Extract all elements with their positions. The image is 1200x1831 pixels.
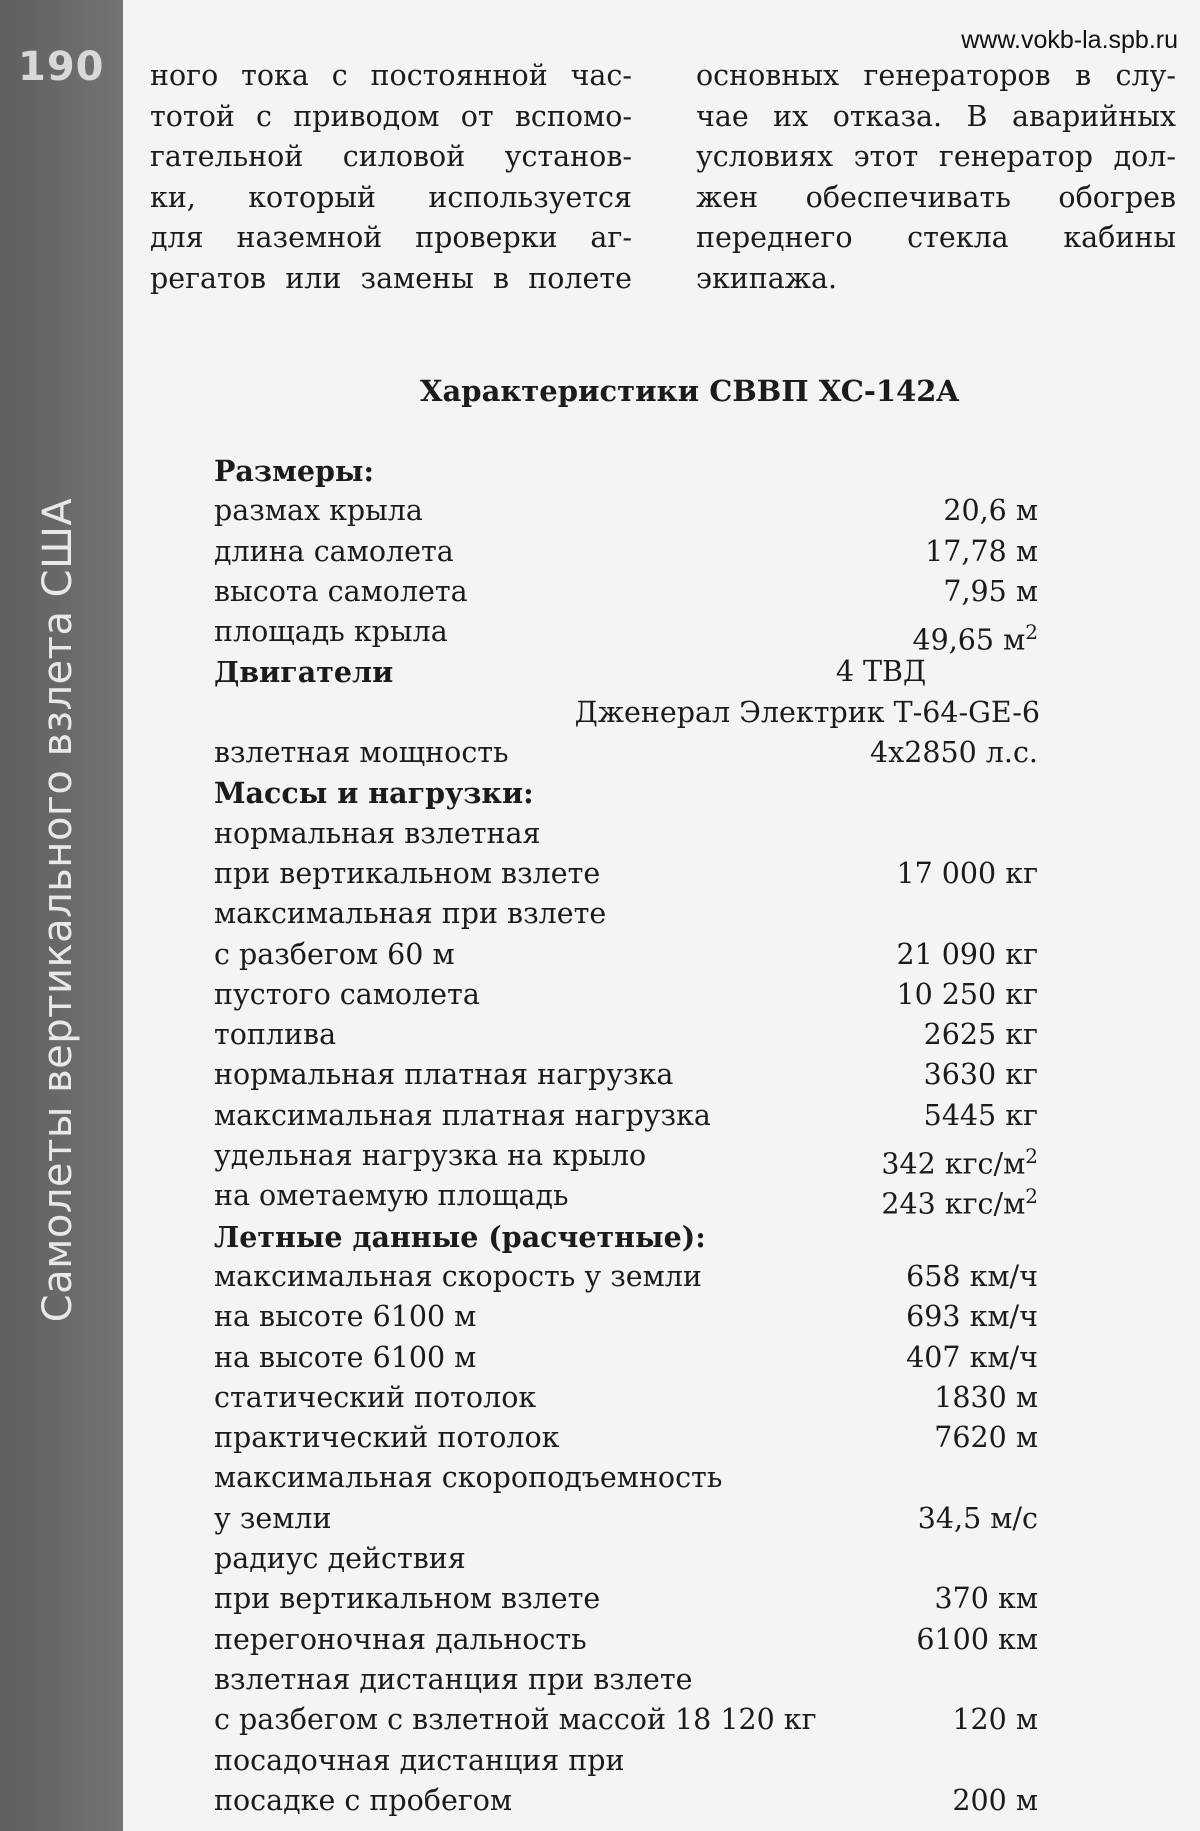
spec-label: максимальная платная нагрузка [214,1098,711,1132]
spec-value [906,1257,1038,1297]
spec-value-text: 7,95 м [943,574,1038,608]
spec-section-heading [214,773,1038,813]
spec-label: нормальная платная нагрузка [214,1058,674,1092]
spec-label: максимальная при взлете [214,897,607,931]
spec-value [943,491,1038,531]
spec-value [952,1700,1038,1740]
text-line: жен обеспечивать обогрев [696,180,1176,214]
spec-row [214,612,1038,657]
spec-row [214,1458,1038,1498]
spec-label: у земли [214,1501,332,1535]
spec-row [214,532,1038,572]
text-line: экипажа. [696,261,838,295]
spec-label: на ометаемую площадь [214,1179,569,1213]
text-line: чае их отказа. В аварийных [696,99,1176,133]
spec-value-text: 200 м [952,1783,1038,1817]
spec-label: высота самолета [214,574,468,608]
spec-label: площадь крыла [214,615,448,649]
spec-label: пустого самолета [214,977,480,1011]
spec-value-text: 17,78 м [925,534,1038,568]
left-text-column [150,56,632,299]
spec-value [935,1579,1038,1619]
spec-row [214,1136,1038,1181]
spec-value-text: 21 090 кг [896,937,1038,971]
spec-value [934,1378,1038,1418]
spec-row [214,814,1038,854]
spec-value-text: 342 кгс/м [881,1147,1026,1181]
spec-label: Массы и нагрузки: [214,776,534,811]
spec-value [934,1418,1038,1458]
spec-label: статический потолок [214,1380,537,1414]
spec-value-text: 658 км/ч [906,1259,1038,1293]
spec-label: взлетная дистанция при взлете [214,1662,693,1696]
spec-value [924,1096,1038,1136]
spec-value [896,935,1038,975]
spec-value-text: 370 км [934,1582,1038,1616]
spec-row [214,935,1038,975]
spec-row [214,1741,1038,1781]
section-title: Самолеты вертикального взлета США [35,497,81,1323]
spec-label: максимальная скорость у земли [214,1259,702,1293]
spec-label: максимальная скороподъемность [214,1461,723,1495]
spec-value [918,1499,1038,1539]
spec-row [214,1418,1038,1458]
spec-label: Размеры: [214,454,374,488]
spec-label: длина самолета [214,534,454,568]
spec-section-heading [214,451,1038,491]
spec-label: при вертикальном взлете [214,856,601,890]
spec-value [906,1338,1038,1378]
spec-value-text: 120 м [952,1703,1038,1737]
spec-label: с разбегом с взлетной массой 18 120 кг [214,1703,817,1737]
spec-value-text: 693 км/ч [906,1300,1038,1334]
spec-value-text: 243 кгс/м [881,1187,1026,1221]
unit-superscript: 2 [1025,1184,1038,1209]
spec-row [214,894,1038,934]
spec-label: с разбегом 60 м [214,937,455,971]
spec-label: на высоте 6100 м [214,1340,477,1374]
text-line: ки, который используется [150,180,632,214]
spec-value [906,1297,1038,1337]
spec-value [952,1781,1038,1821]
text-line: основных генераторов в слу- [696,59,1176,92]
spec-label: посадочная дистанция при [214,1743,625,1777]
text-line: переднего стекла кабины [696,221,1176,254]
spec-value [924,1055,1038,1095]
spec-row [214,693,1038,733]
page-number: 190 [18,44,105,90]
spec-row [214,1055,1038,1095]
spec-value [870,733,1038,773]
spec-value-text: 20,6 м [943,494,1038,528]
spec-row [214,1499,1038,1539]
spec-value [575,693,1040,733]
spec-label: перегоночная дальность [214,1622,587,1656]
spec-label: Летные данные (расчетные): [214,1219,706,1254]
site-url: www.vokb-la.spb.ru [961,26,1178,54]
spec-value [896,854,1038,894]
spec-label: взлетная мощность [214,736,509,770]
spec-table-title: Характеристики СВВП XC-142A [420,374,959,408]
spec-value-text: 3630 кг [923,1058,1038,1092]
spec-row [214,1660,1038,1700]
spec-label: удельная нагрузка на крыло [214,1139,647,1173]
spec-value-text: 2625 кг [923,1018,1038,1052]
spec-row [214,1781,1038,1821]
spec-value [896,975,1038,1015]
spec-value [924,1015,1038,1055]
spec-section-heading [214,1217,1038,1257]
spec-row [214,975,1038,1015]
unit-superscript: 2 [1025,1144,1038,1169]
spec-label: нормальная взлетная [214,816,541,850]
text-line: условиях этот генератор дол- [696,140,1176,173]
text-line: ного тока с постоянной час- [150,59,632,92]
spec-value-text: 10 250 кг [896,977,1038,1011]
spec-value [925,532,1038,572]
spec-value [916,1620,1038,1660]
text-line: тотой с приводом от вспомо- [150,99,632,133]
spec-value-text: 4x2850 л.с. [870,736,1038,770]
spec-label: размах крыла [214,494,423,528]
spec-value-text: 34,5 м/с [917,1501,1038,1535]
spec-label: Двигатели [214,655,394,690]
spec-value-text: 5445 кг [923,1098,1038,1132]
spec-row [214,854,1038,894]
spec-table [214,451,1038,1821]
spec-label: топлива [214,1018,337,1052]
spec-row [214,1015,1038,1055]
spec-row [214,1338,1038,1378]
spec-value-text: 4 ТВД [835,655,927,689]
spec-value-text: 1830 м [934,1380,1038,1414]
spec-row [214,572,1038,612]
text-line: гательной силовой установ- [150,140,632,173]
spec-row [214,491,1038,531]
spec-row [214,1579,1038,1619]
spec-label: при вертикальном взлете [214,1582,601,1616]
right-text-column [696,56,1176,299]
spec-label: радиус действия [214,1542,466,1576]
spec-value-text: 17 000 кг [896,856,1038,890]
spec-label: на высоте 6100 м [214,1300,477,1334]
chapter-sidebar [0,0,123,1831]
spec-row [214,1257,1038,1297]
spec-value [943,572,1038,612]
spec-row [214,1700,1038,1740]
spec-row [214,1620,1038,1660]
spec-value-text: 6100 км [916,1622,1038,1656]
spec-value-text: 7620 м [934,1421,1038,1455]
spec-row [214,1176,1038,1221]
unit-superscript: 2 [1025,620,1038,645]
spec-row [214,1096,1038,1136]
spec-value-text: 407 км/ч [906,1340,1038,1374]
spec-row [214,1297,1038,1337]
spec-row [214,733,1038,773]
spec-label: практический потолок [214,1421,560,1455]
text-line: для наземной проверки аг- [150,221,632,254]
spec-value [836,652,926,692]
spec-row [214,1539,1038,1579]
spec-value-text: Дженерал Электрик Т-64-GE-6 [574,695,1040,729]
text-line: регатов или замены в полете [150,261,632,295]
spec-value-text: 49,65 м [912,623,1026,657]
spec-row [214,1378,1038,1418]
spec-label: посадке с пробегом [214,1783,513,1817]
spec-section-heading [214,652,1038,692]
